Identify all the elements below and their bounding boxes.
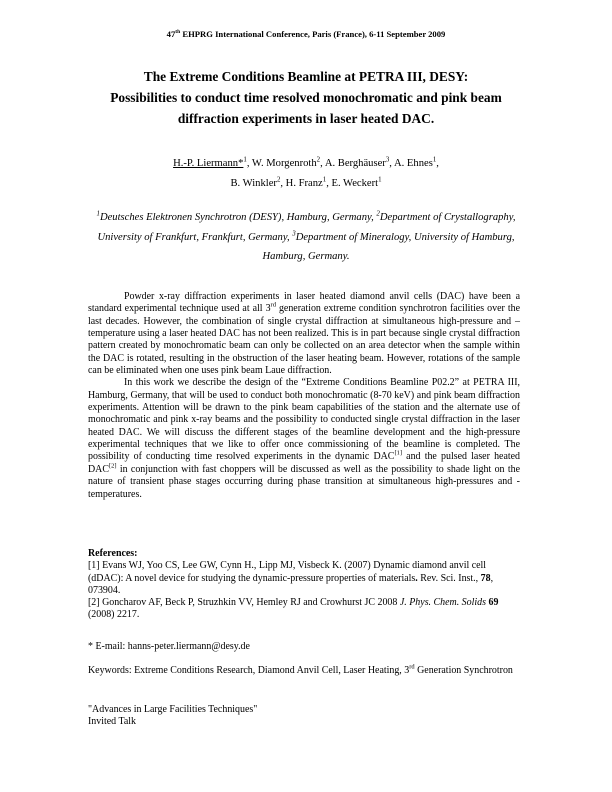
author-affil-sup: 3 [385, 156, 390, 164]
reference-text: [1] Evans WJ, Yoo CS, Lee GW, Cynn H., Lipp MJ, Visbeck K. (2007) Dynamic diamond anvil cell (dDAC): A novel device for studying the dynamic-pressure properties of materials [88, 560, 487, 584]
reference-2 [88, 597, 520, 622]
reference-punct: . [415, 572, 418, 584]
reference-text: , 073904. [88, 572, 494, 596]
citation-sup: [1] [394, 450, 402, 458]
author: , E. Weckert [326, 177, 379, 189]
affiliation-desy: Deutsches Elektronen Synchrotron (DESY), Hamburg, Germany, [99, 212, 377, 223]
citation-sup: [2] [108, 462, 117, 470]
reference-text: (2008) 2217. [88, 609, 140, 621]
author: , A. Berghäuser [320, 158, 386, 169]
references [88, 548, 520, 622]
author-separator: , [436, 158, 439, 169]
ordinal-sup: rd [270, 302, 276, 310]
author: , W. Morgenroth [246, 158, 317, 169]
abstract [88, 291, 520, 501]
author-line-2 [60, 174, 552, 194]
author: , H. Franz [280, 177, 323, 189]
session-info [88, 704, 520, 729]
author-affil-sup: 2 [276, 175, 281, 183]
affil-sup: 2 [376, 210, 380, 218]
affil-sup: 3 [292, 230, 296, 238]
session-name: "Advances in Large Facilities Techniques" [88, 704, 258, 715]
title-line-2: Possibilities to conduct time resolved monochromatic and pink beam [110, 90, 502, 105]
abstract-paragraph-2 [88, 377, 520, 500]
affiliations [80, 208, 532, 267]
reference-text: [2] Goncharov AF, Beck P, Struzhkin VV, Hemley RJ and Crowhurst JC 2008 [88, 597, 400, 609]
author-affil-sup: 1 [243, 156, 247, 164]
conference-text: EHPRG International Conference, Paris (France), 6-11 September 2009 [180, 29, 446, 39]
reference-volume: 78 [480, 572, 491, 584]
contact-email: * E-mail: hanns-peter.liermann@desy.de [88, 641, 250, 652]
reference-volume: 69 [488, 597, 499, 609]
reference-1 [88, 560, 520, 597]
abstract-text: generation extreme condition synchrotron facilities over the last decades. However, the combination of single crystal diffraction at simultaneous high-pressure and –temperature using a laser heated DAC has not been realized. This is in part because single crystal diffraction pattern created by monochromatic beam can only be collected on an area detector when the sample within the DAC is rotated, resulting in the obstruction of the laser heating beam. However, rotations of the sample can be eliminated when one uses pink beam Laue diffraction. [88, 303, 520, 377]
title-line-3: diffraction experiments in laser heated DAC. [177, 111, 435, 126]
conference-header [0, 29, 612, 39]
abstract-text: in conjunction with fast choppers will be discussed as well as the possibility to shade light on the nature of transient phase stages occurring during phase transition at simultaneous high-pressures and -temperatures. [88, 463, 520, 500]
ordinal-sup: rd [409, 663, 415, 671]
author-affil-sup: 1 [322, 175, 327, 183]
author-list [60, 154, 552, 193]
corresponding-author: H.-P. Liermann* [173, 158, 244, 169]
author-affil-sup: 2 [316, 156, 321, 164]
abstract-text: and the pulsed laser heated DAC [88, 451, 521, 475]
author: B. Winkler [230, 177, 277, 189]
conference-ordinal: th [175, 29, 181, 36]
abstract-text: In this work we describe the design of the “Extreme Conditions Beamline P02.2” at PETRA III, Hamburg, Germany, that will be used to conduct both monochromatic (8-70 keV) and pink beam diffraction experiments. Attention will be drawn to the pink beam capabilities of the station and the alternate use of monochromatic and pink x-ray beams and the possibility to conducted single crystal diffraction in the laser heated DAC. We will discuss the different stages of the beamline development and the high-pressure experimental techniques that we like to offer once commissioning of the beamline is completed. The possibility of conducting time resolved experiments in the dynamic DAC [88, 377, 520, 463]
reference-text: Rev. Sci. Inst., [417, 572, 481, 584]
reference-journal: J. Phys. Chem. Solids [399, 597, 486, 609]
title-line-1: The Extreme Conditions Beamline at PETRA III, DESY: [143, 69, 469, 84]
keywords [88, 665, 520, 677]
presentation-type: Invited Talk [88, 716, 136, 728]
affiliation-frankfurt: Department of Crystallography, University of Frankfurt, Frankfurt, Germany, [97, 212, 516, 243]
keywords-text: Keywords: Extreme Conditions Research, Diamond Anvil Cell, Laser Heating, 3 [88, 665, 410, 676]
author: , A. Ehnes [389, 158, 433, 169]
author-affil-sup: 1 [432, 156, 437, 164]
paper-title [60, 66, 552, 129]
references-heading: References: [88, 548, 138, 559]
affiliation-hamburg: Department of Mineralogy, University of Hamburg, Hamburg, Germany. [262, 231, 515, 263]
abstract-text: Powder x-ray diffraction experiments in laser heated diamond anvil cells (DAC) have been a standard experimental technique used at all 3 [88, 291, 520, 315]
abstract-paragraph-1 [88, 291, 520, 377]
author-affil-sup: 1 [378, 175, 382, 183]
conference-number: 47 [166, 29, 176, 39]
affil-sup: 1 [96, 210, 100, 218]
keywords-text: Generation Synchrotron [414, 665, 513, 676]
author-line-1 [60, 154, 552, 174]
